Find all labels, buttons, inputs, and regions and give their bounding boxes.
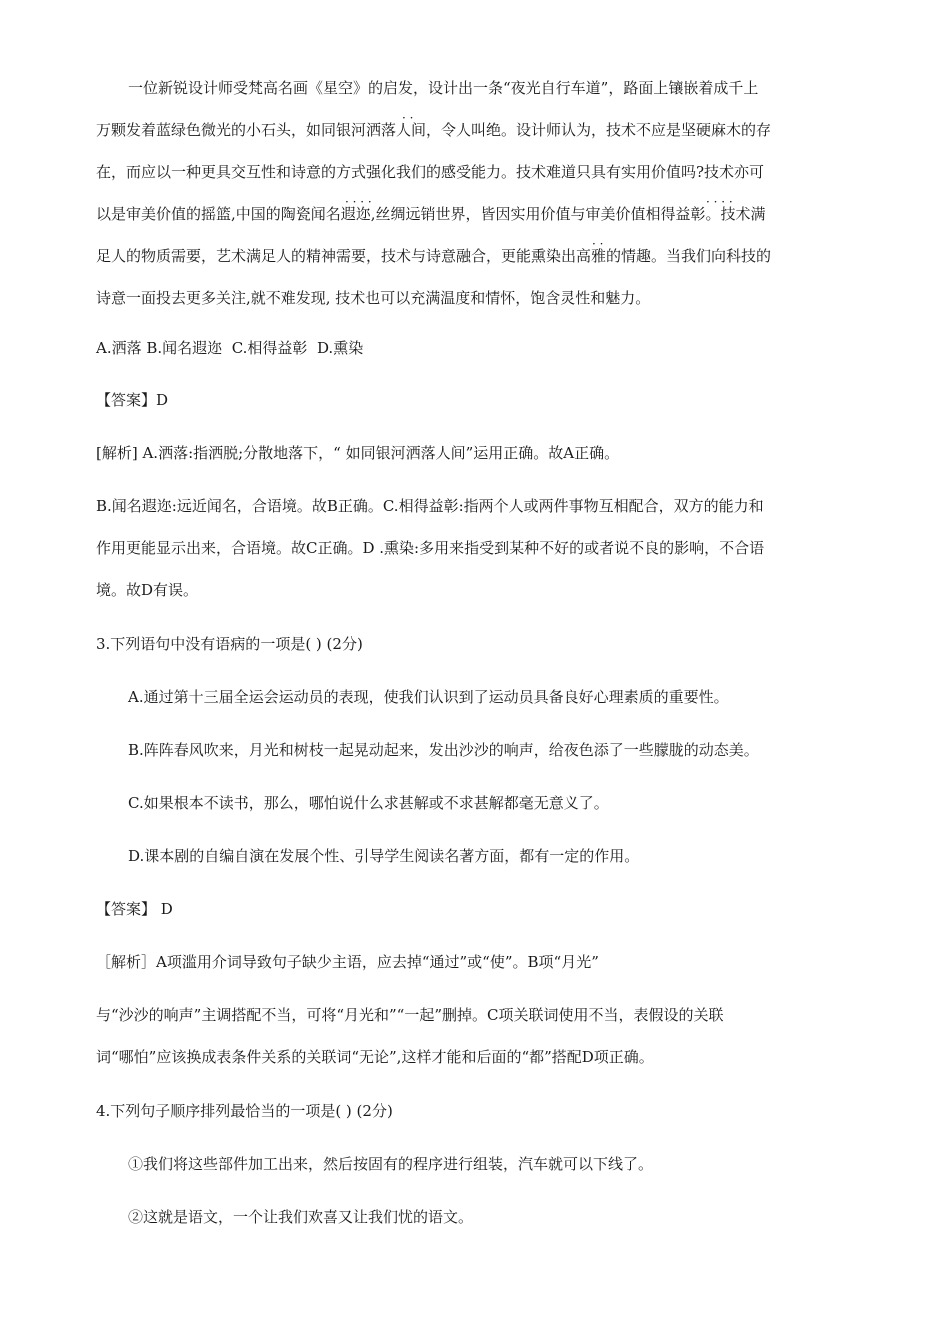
passage-line-4: 以是审美价值的摇篮,中国的陶瓷闻名遐迩,丝绸远销世界，皆因实用价值与审美价值相得益彰。技术满 <box>96 205 766 223</box>
q3-answer: 【答案】 D <box>96 900 173 918</box>
passage-line-2: 万颗发着蓝绿色微光的小石头，如同银河洒落人间，令人叫绝。设计师认为，技术不应是坚硬麻木的存 <box>96 121 772 139</box>
passage-line-1: 一位新锐设计师受梵高名画《星空》的启发，设计出一条“夜光自行车道”，路面上镶嵌着成千上 <box>128 79 759 97</box>
q2-analysis-1: [解析] A.洒落:指洒脱;分散地落下，“ 如同银河洒落人间”运用正确。故A正确。 <box>96 444 620 462</box>
passage-line-6: 诗意一面投去更多关注,就不难发现, 技术也可以充满温度和情怀，饱含灵性和魅力。 <box>96 289 651 307</box>
q3-analysis-3: 词“哪怕”应该换成表条件关系的关联词“无论”,这样才能和后面的“都”搭配D项正确。 <box>96 1048 654 1066</box>
q2-answer: 【答案】D <box>96 391 169 409</box>
q3-analysis-1: ［解析］A项滥用介词导致句子缺少主语，应去掉“通过”或“使”。B项“月光” <box>96 953 599 971</box>
q2-options: A.洒落 B.闻名遐迩 C.相得益彰 D.熏染 <box>96 339 364 357</box>
q2-analysis-3: 作用更能显示出来，合语境。故C正确。D .熏染:多用来指受到某种不好的或者说不良的影响，不合语 <box>96 539 765 557</box>
emphasis-dots: · · · · <box>345 195 372 209</box>
q3-option-b: B.阵阵春风吹来，月光和树枝一起晃动起来，发出沙沙的响声，给夜色添了一些朦胧的动态美。 <box>128 741 759 759</box>
q2-analysis-2: B.闻名遐迩:远近闻名，合语境。故B正确。C.相得益彰:指两个人或两件事物互相配合，双方的能力和 <box>96 497 764 515</box>
q4-item-2: ②这就是语文，一个让我们欢喜又让我们忧的语文。 <box>128 1208 474 1226</box>
passage-line-5: 足人的物质需要，艺术满足人的精神需要，技术与诗意融合，更能熏染出高雅的情趣。当我们向科技的 <box>96 247 772 265</box>
q3-option-a: A.通过第十三届全运会运动员的表现，使我们认识到了运动员具备良好心理素质的重要性。 <box>128 688 729 706</box>
q3-question: 3.下列语句中没有语病的一项是( ) (2分) <box>96 635 363 653</box>
passage-line-3: 在，而应以一种更具交互性和诗意的方式强化我们的感受能力。技术难道只具有实用价值吗?技术亦可 <box>96 163 765 181</box>
emphasis-dots: · · <box>402 111 414 125</box>
q3-option-c: C.如果根本不读书，那么，哪怕说什么求甚解或不求甚解都毫无意义了。 <box>128 794 609 812</box>
q4-question: 4.下列句子顺序排列最恰当的一项是( ) (2分) <box>96 1102 393 1120</box>
q3-analysis-2: 与“沙沙的响声”主调搭配不当，可将“月光和”“一起”删掉。C项关联词使用不当，表假设的关联 <box>96 1006 724 1024</box>
emphasis-dots: · · <box>592 237 604 251</box>
emphasis-dots: · · · · <box>706 195 733 209</box>
q3-option-d: D.课本剧的自编自演在发展个性、引导学生阅读名著方面，都有一定的作用。 <box>128 847 640 865</box>
q4-item-1: ①我们将这些部件加工出来，然后按固有的程序进行组装，汽车就可以下线了。 <box>128 1155 654 1173</box>
q2-analysis-4: 境。故D有误。 <box>96 581 199 599</box>
